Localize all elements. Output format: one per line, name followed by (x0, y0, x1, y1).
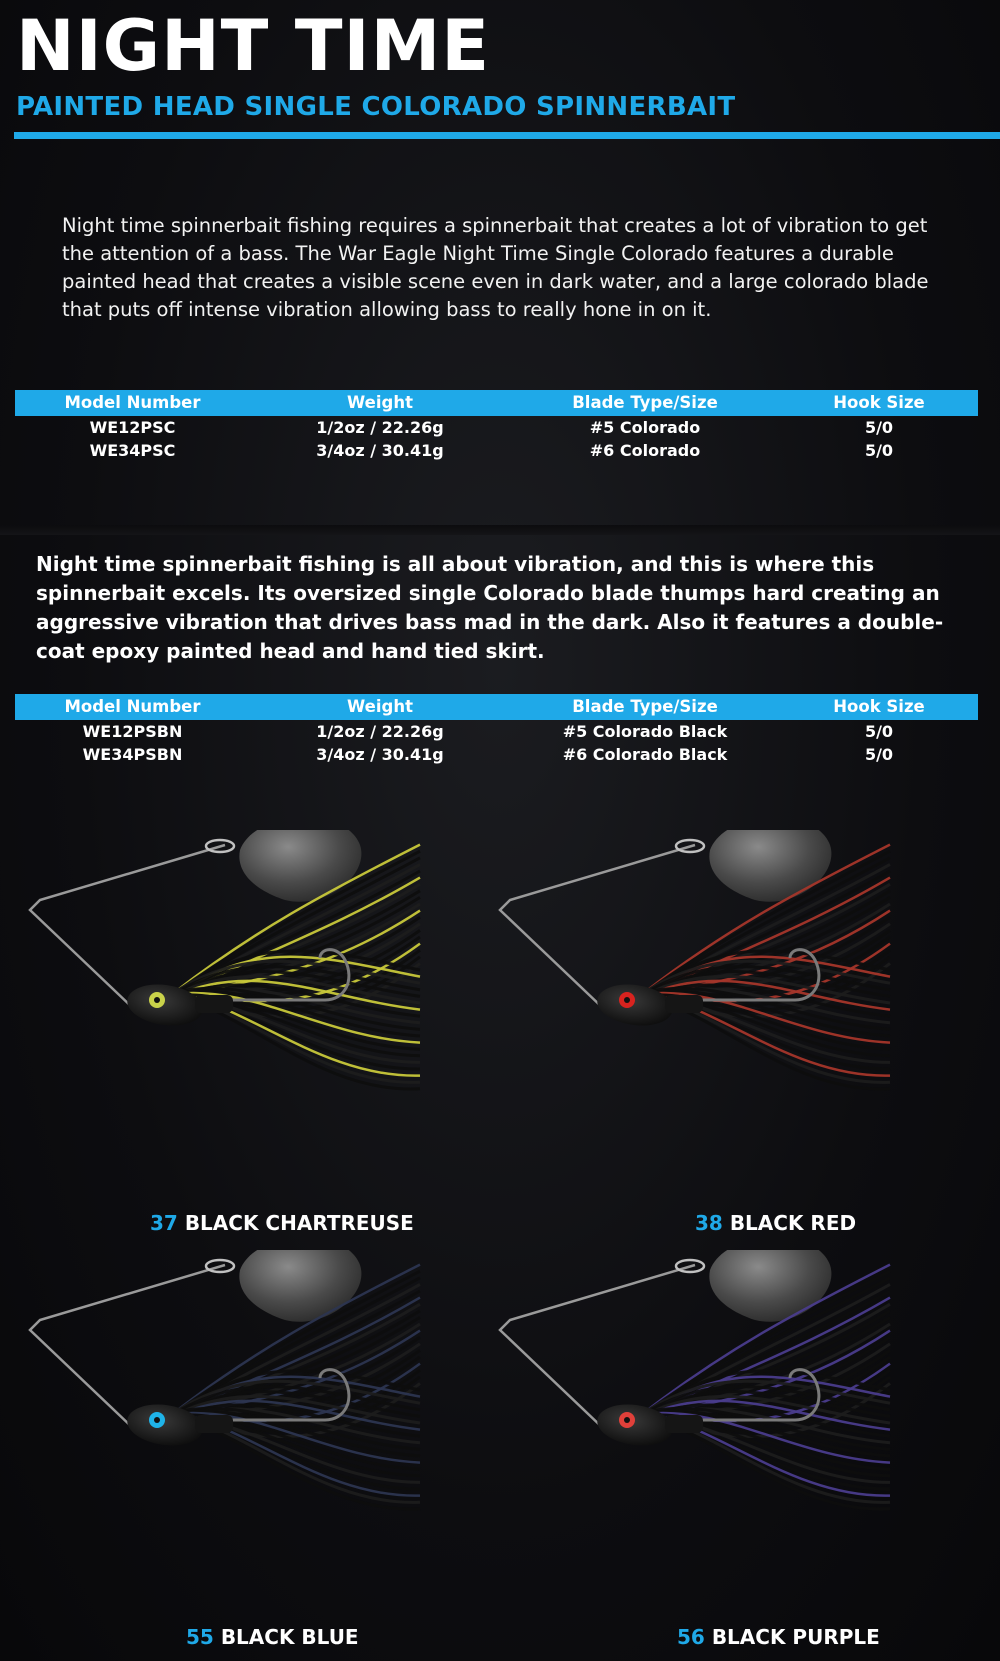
header-hook-size: Hook Size (833, 697, 925, 716)
cell-weight: 3/4oz / 30.41g (316, 745, 444, 764)
spec-table-header (15, 390, 978, 416)
header-blade-type: Blade Type/Size (572, 697, 718, 716)
cell-weight: 1/2oz / 22.26g (316, 418, 444, 437)
table-row (15, 416, 978, 439)
product-description-1: Night time spinnerbait fishing requires a spinnerbait that creates a lot of vibration to get the attention of a bass. The War Eagle Night Time Single Colorado features a durable painted head that creates a visible scene even in dark water, and a large colorado blade that puts off intense vibration allowing bass to really hone in on it. (62, 214, 929, 321)
spinnerbait-illustration (495, 830, 965, 1200)
section-divider (0, 525, 1000, 535)
color-caption (186, 1624, 359, 1650)
spinnerbait-illustration (495, 1250, 965, 1620)
color-name: BLACK RED (729, 1211, 857, 1235)
header-weight: Weight (347, 697, 413, 716)
eye-pupil (624, 1417, 630, 1423)
lure-image-black-red (495, 830, 965, 1200)
color-number: 55 (186, 1625, 214, 1649)
cell-model: WE34PSBN (82, 745, 183, 764)
cell-hook: 5/0 (864, 722, 894, 741)
skirt-collar (195, 995, 233, 1013)
color-name: BLACK PURPLE (711, 1625, 880, 1649)
eye-pupil (154, 997, 160, 1003)
color-caption (677, 1624, 880, 1650)
lure-image-black-chartreuse (25, 830, 495, 1200)
header-model-number: Model Number (64, 697, 201, 716)
header-blade-type: Blade Type/Size (572, 393, 718, 412)
color-number: 37 (150, 1211, 178, 1235)
cell-weight: 1/2oz / 22.26g (316, 722, 444, 741)
cell-hook: 5/0 (864, 745, 894, 764)
product-description-2: Night time spinnerbait fishing is all about vibration, and this is where this spinnerbait excels. Its oversized single Colorado blade thumps hard creating an aggressive vibration that drives bass mad in the dark. Also it features a double-coat epoxy painted head and hand tied skirt. (36, 552, 944, 663)
color-name: BLACK CHARTREUSE (184, 1211, 414, 1235)
cell-blade: #6 Colorado Black (562, 745, 728, 764)
table-row (15, 720, 978, 743)
cell-blade: #6 Colorado (589, 441, 701, 460)
cell-hook: 5/0 (864, 441, 894, 460)
page-title: NIGHT TIME (16, 5, 491, 87)
header-hook-size: Hook Size (833, 393, 925, 412)
color-number: 38 (695, 1211, 723, 1235)
cell-hook: 5/0 (864, 418, 894, 437)
header-weight: Weight (347, 393, 413, 412)
eye-pupil (154, 1417, 160, 1423)
cell-model: WE12PSBN (82, 722, 183, 741)
table-row (15, 743, 978, 766)
color-name: BLACK BLUE (220, 1625, 359, 1649)
skirt-collar (665, 995, 703, 1013)
color-caption (695, 1210, 856, 1236)
spec-table-1 (15, 390, 978, 462)
lure-image-black-blue (25, 1250, 495, 1620)
header-model-number: Model Number (64, 393, 201, 412)
page-subtitle: PAINTED HEAD SINGLE COLORADO SPINNERBAIT (16, 92, 736, 122)
spinnerbait-illustration (25, 830, 495, 1200)
lure-image-black-purple (495, 1250, 965, 1620)
skirt-collar (665, 1415, 703, 1433)
spinnerbait-illustration (25, 1250, 495, 1620)
table-row (15, 439, 978, 462)
cell-weight: 3/4oz / 30.41g (316, 441, 444, 460)
title-divider (14, 132, 1000, 139)
color-caption (150, 1210, 414, 1236)
cell-blade: #5 Colorado (589, 418, 701, 437)
cell-model: WE12PSC (89, 418, 176, 437)
spec-table-2 (15, 694, 978, 766)
eye-pupil (624, 997, 630, 1003)
skirt-collar (195, 1415, 233, 1433)
color-number: 56 (677, 1625, 705, 1649)
cell-model: WE34PSC (89, 441, 176, 460)
cell-blade: #5 Colorado Black (562, 722, 728, 741)
spec-table-header (15, 694, 978, 720)
